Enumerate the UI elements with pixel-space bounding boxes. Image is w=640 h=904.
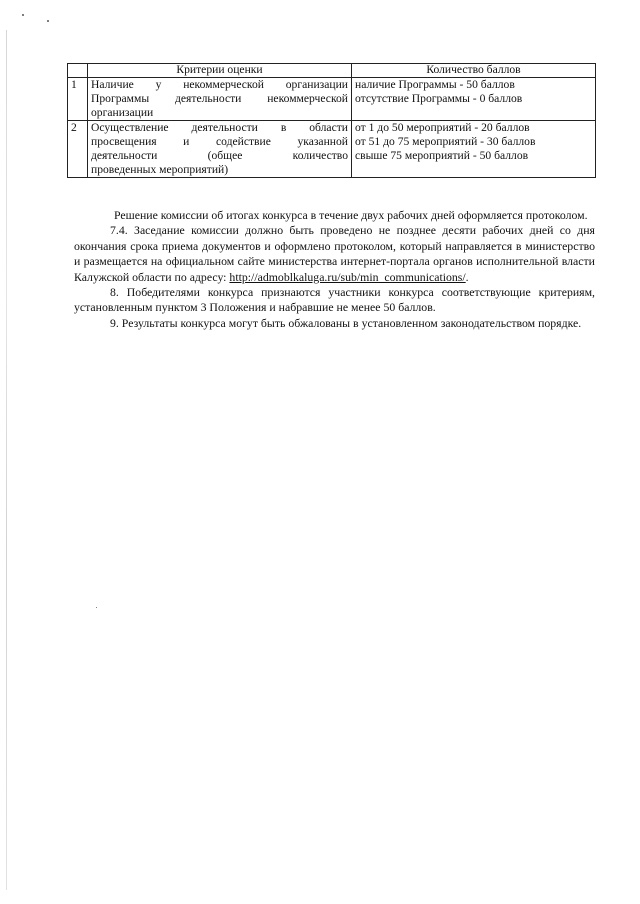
ministry-url-link[interactable]: http://admoblkaluga.ru/sub/min_communications/ (229, 269, 466, 284)
paragraph-7-4-text: 7.4. Заседание комиссии должно быть проведено не позднее десяти рабочих дней со дня окончания срока приема документов и оформлено протоколом, который направляется в министерство и размещается на официальном сайте министерства интернет-портала органов исполнительной власти Калужской области по адресу: (74, 223, 595, 284)
header-criteria: Критерии оценки (88, 64, 352, 78)
criteria-line: деятельности (общее количество (91, 149, 348, 162)
paragraph-7-4 (74, 223, 595, 285)
score-line: от 1 до 50 мероприятий - 20 баллов (355, 121, 530, 134)
scan-speck (22, 14, 24, 16)
table-row (68, 121, 596, 178)
row-score (352, 78, 596, 121)
table-row (68, 78, 596, 121)
row-criteria (88, 78, 352, 121)
criteria-table (67, 63, 596, 178)
header-num (68, 64, 88, 78)
score-line: наличие Программы - 50 баллов (355, 78, 515, 91)
criteria-line: Программы деятельности некоммерческой (91, 92, 348, 105)
criteria-line: проведенных мероприятий) (91, 163, 229, 176)
paragraph-7-4-end: . (465, 269, 469, 284)
table-header-row (68, 64, 596, 78)
body-text (74, 208, 595, 331)
criteria-line: Наличие у некоммерческой организации (91, 78, 348, 91)
row-number: 2 (68, 121, 88, 178)
row-score (352, 121, 596, 178)
header-score: Количество баллов (352, 64, 596, 78)
score-line: отсутствие Программы - 0 баллов (355, 92, 523, 105)
score-line: от 51 до 75 мероприятий - 30 баллов (355, 135, 536, 148)
scan-edge-line (6, 30, 7, 890)
criteria-line: просвещения и содействие указанной (91, 135, 348, 148)
row-criteria (88, 121, 352, 178)
paragraph-decision: Решение комиссии об итогах конкурса в течение двух рабочих дней оформляется протоколом. (114, 208, 588, 222)
scan-speck (47, 20, 49, 22)
criteria-line: Осуществление деятельности в области (91, 121, 348, 134)
scan-speck (96, 607, 97, 608)
paragraph-9: 9. Результаты конкурса могут быть обжалованы в установленном законодательством порядке. (110, 315, 582, 330)
criteria-line: организации (91, 106, 154, 119)
paragraph-8: 8. Победителями конкурса признаются участники конкурса соответствующие критериям, установленным пунктом 3 Положения и набравшие не менее 50 баллов. (74, 285, 595, 315)
row-number: 1 (68, 78, 88, 121)
score-line: свыше 75 мероприятий - 50 баллов (355, 149, 529, 162)
